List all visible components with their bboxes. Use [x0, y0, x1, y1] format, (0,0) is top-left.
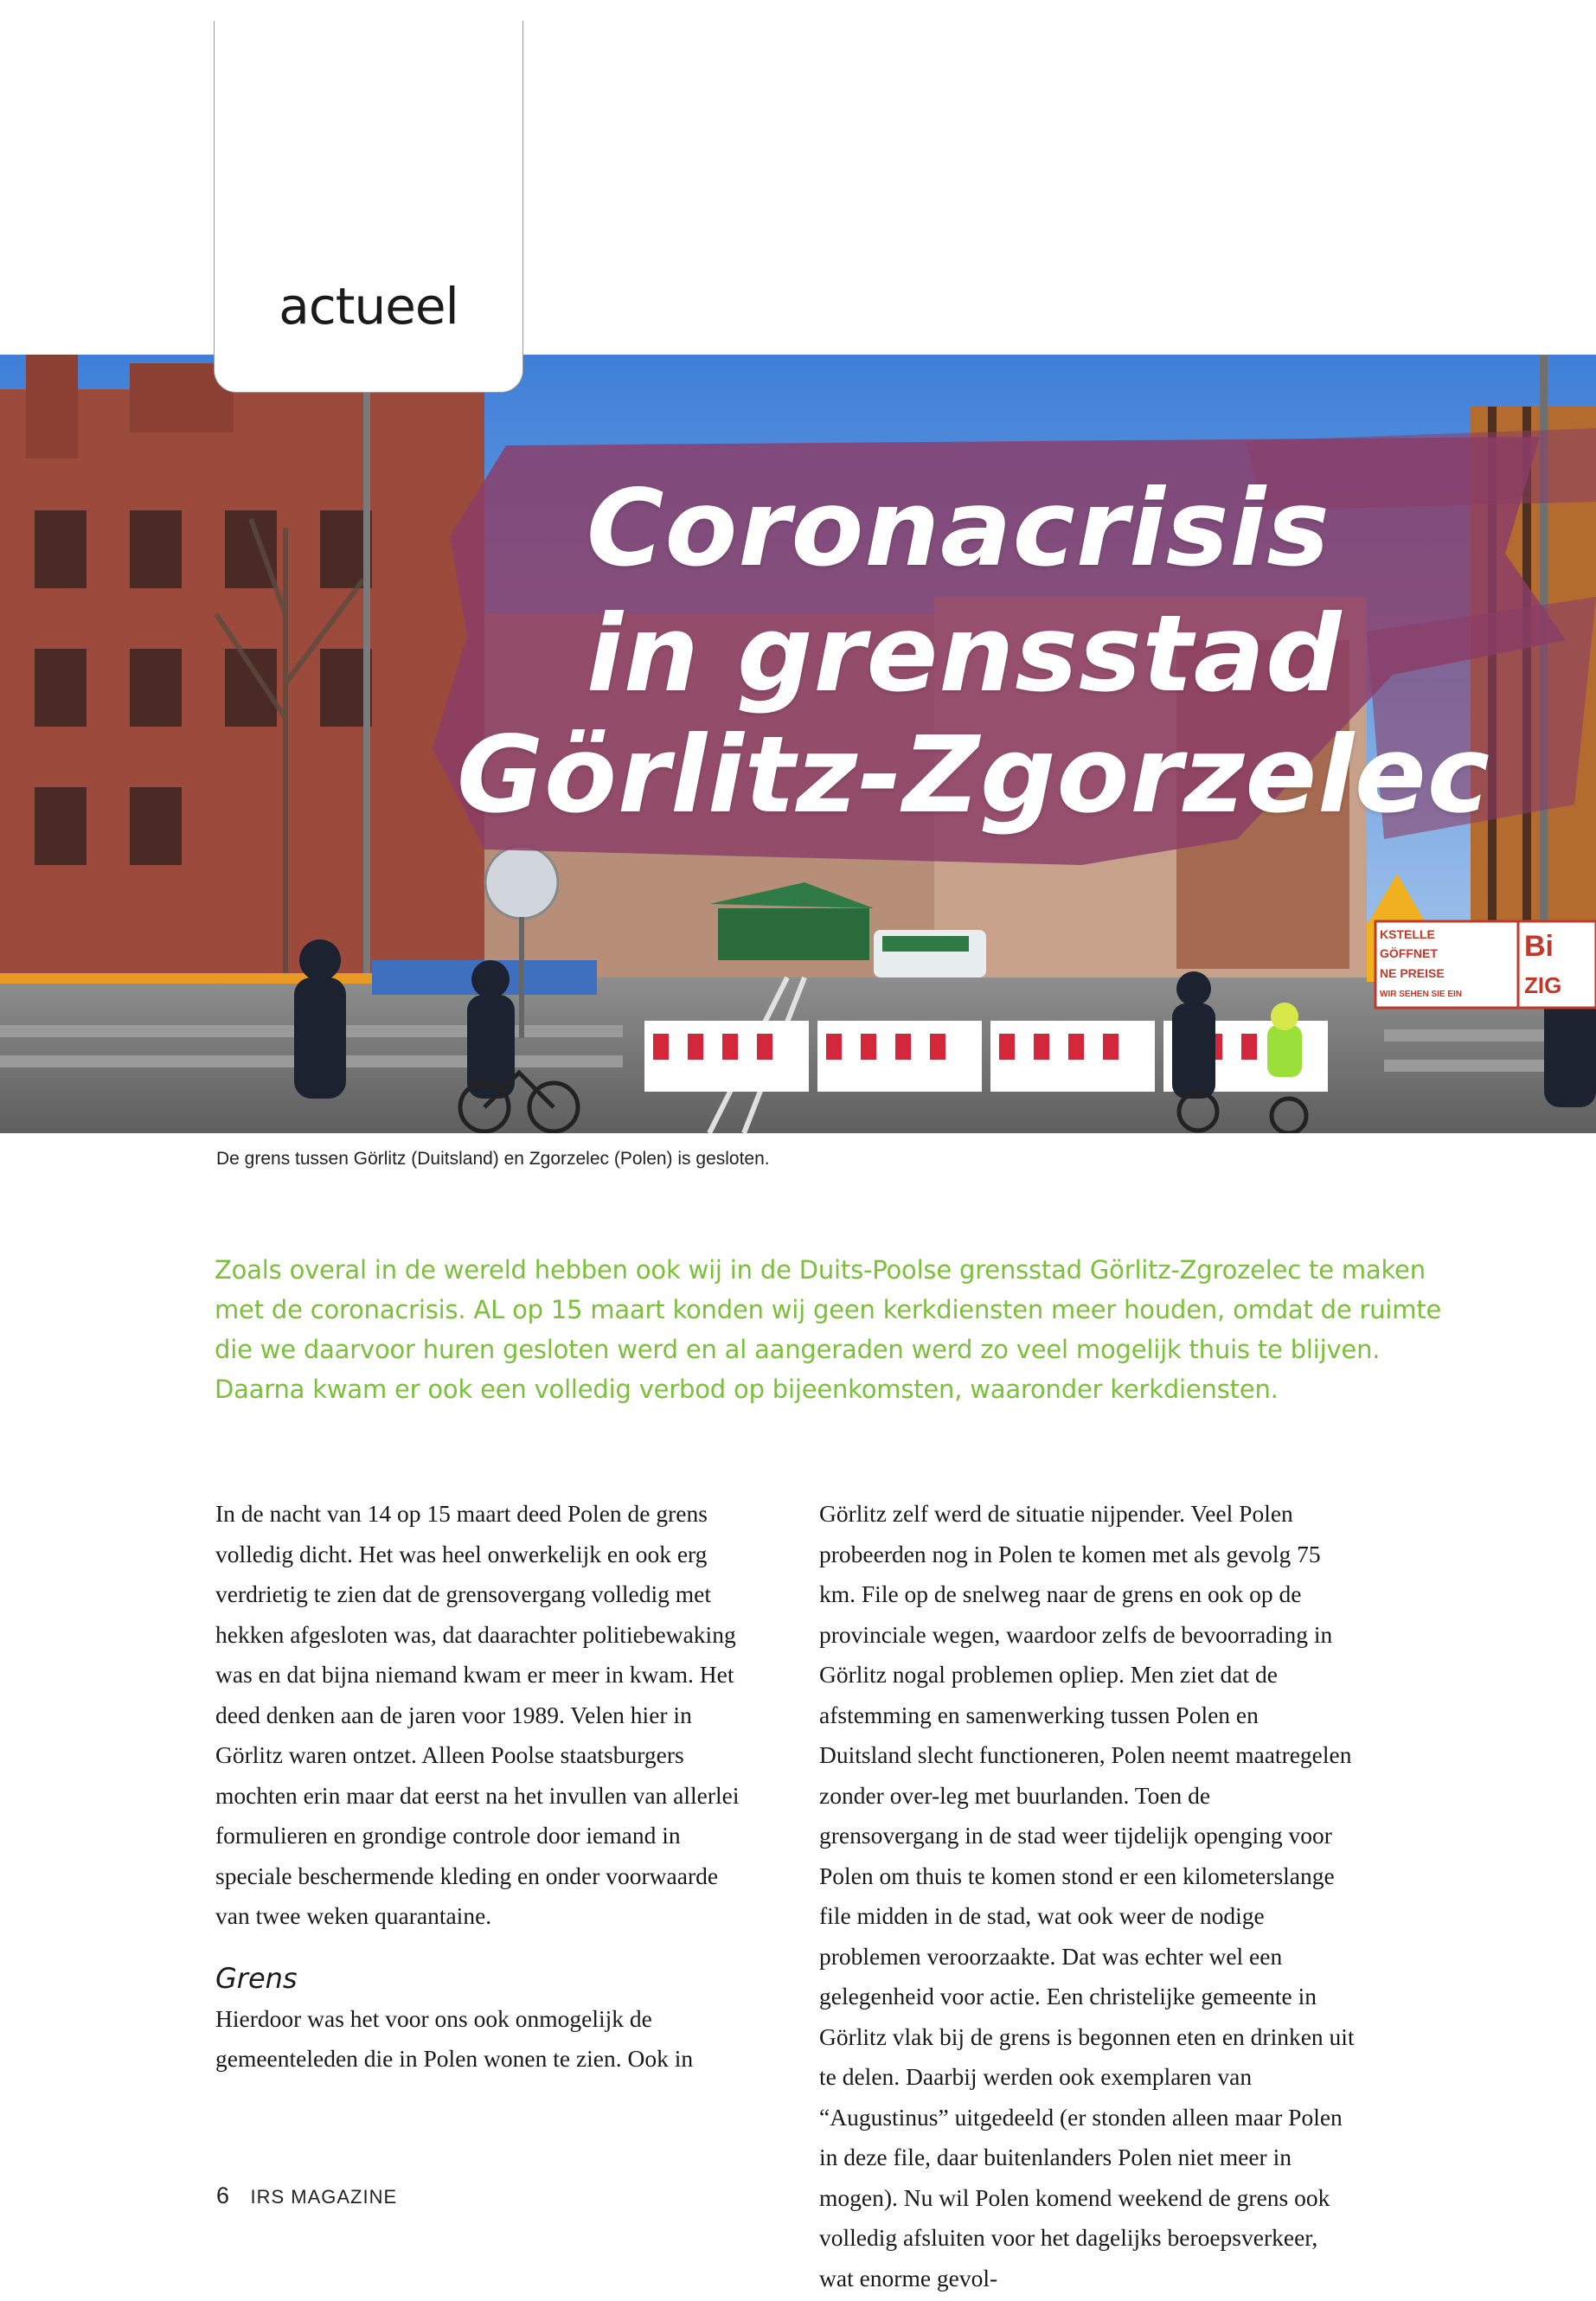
sign-text-1: KSTELLE [1380, 927, 1435, 941]
photo-caption: De grens tussen Görlitz (Duitsland) en Zgorzelec (Polen) is gesloten. [216, 1149, 770, 1169]
page-number: 6 [216, 2182, 230, 2208]
sign-text-6: ZIG [1524, 972, 1562, 998]
hero-photo [0, 355, 1596, 1133]
intro-paragraph: Zoals overal in de wereld hebben ook wij in de Duits-Poolse grensstad Görlitz-Zgrozelec te maken met de coronacrisis. AL op 15 maart konden wij geen kerkdiensten meer houden, omdat de ruimte die we daarvoor huren gesloten werd en al aangeraden werd zo veel mogelijk thuis te blijven. Daarna kwam er ook een volledig verbod op bijeenkomsten, waaronder kerkdiensten. [215, 1255, 1442, 1404]
headline-line-2: in grensstad [586, 593, 1343, 715]
left-column [215, 1494, 752, 2080]
section-label: actueel [279, 277, 458, 336]
left-paragraph-1: In de nacht van 14 op 15 maart deed Polen de grens volledig dicht. Het was heel onwerkelijk en ook erg verdrietig te zien dat de grensovergang volledig met hekken afgesloten was, dat daarachter politiebewaking was en dat bijna niemand kwam er meer in kwam. Het deed denken aan de jaren voor 1989. Velen hier in Görlitz waren ontzet. Alleen Poolse staatsburgers mochten erin maar dat eerst na het invullen van allerlei formulieren en grondige controle door iemand in speciale beschermende kleding en onder voorwaarde van twee weken quarantaine. [215, 1500, 740, 1929]
sign-text-4: WIR SEHEN SIE EIN [1380, 990, 1463, 999]
section-tab [214, 21, 523, 393]
title-banner [433, 428, 1596, 865]
subheading-grens: Grens [215, 1961, 298, 1995]
headline-line-1: Coronacrisis [586, 467, 1330, 590]
right-column [819, 1494, 1356, 2298]
sign-text-3: NE PREISE [1380, 966, 1445, 980]
headline-line-3: Görlitz-Zgorzelec [457, 714, 1491, 836]
left-paragraph-2: Hierdoor was het voor ons ook onmogelijk de gemeenteleden die in Polen wonen te zien. Ook in [215, 2004, 694, 2072]
right-paragraph-1: Görlitz zelf werd de situatie nijpender. Veel Polen probeerden nog in Polen te komen met als gevolg 75 km. File op de snelweg naar de grens en ook op de provinciale wegen, waardoor zelfs de bevoorrading in Görlitz nogal problemen opliep. Men ziet dat de afstemming en samenwerking tussen Polen en Duitsland slecht functioneren, Polen neemt maatregelen zonder over-leg met buurlanden. Toen de grensovergang in de stad weer tijdelijk openging voor Polen om thuis te komen stond er een kilometerslange file midden in de stad, wat ook weer de nodige problemen veroorzaakte. Dat was echter wel een gelegenheid voor actie. Een christelijke gemeente in Görlitz vlak bij de grens is begonnen eten en drinken uit te delen. Daarbij werden ook exemplaren van “Augustinus” uitgedeeld (er stonden alleen maar Polen in deze file, daar buitenlanders Polen niet meer in mogen). Nu wil Polen komend weekend de grens ook volledig afsluiten voor het dagelijks beroepsverkeer, wat enorme gevol- [819, 1500, 1355, 2291]
sign-text-2: GÖFFNET [1380, 946, 1438, 960]
magazine-name: IRS MAGAZINE [250, 2186, 398, 2208]
page-footer [216, 2182, 397, 2209]
sign-text-5: Bi [1524, 930, 1554, 963]
